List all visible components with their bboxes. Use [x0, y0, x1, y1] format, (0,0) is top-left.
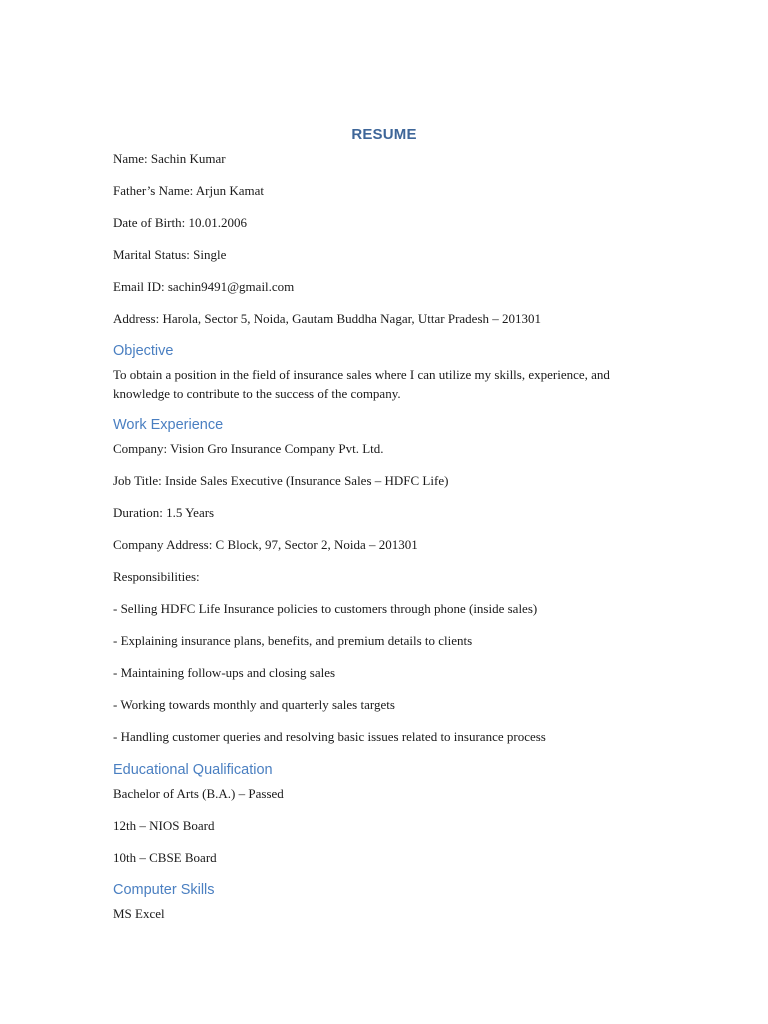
dob-line: Date of Birth: 10.01.2006 [113, 215, 247, 230]
responsibility-item: - Selling HDFC Life Insurance policies to customers through phone (inside sales) [113, 601, 538, 616]
computer-skills-heading: Computer Skills [113, 882, 215, 898]
address-line: Address: Harola, Sector 5, Noida, Gautam Buddha Nagar, Uttar Pradesh – 201301 [113, 311, 542, 326]
duration-line: Duration: 1.5 Years [113, 505, 215, 520]
name-line: Name: Sachin Kumar [113, 151, 226, 166]
responsibility-item: - Handling customer queries and resolving basic issues related to insurance process [113, 729, 546, 744]
resume-title: RESUME [351, 126, 417, 143]
objective-heading: Objective [113, 343, 174, 359]
marital-status-line: Marital Status: Single [113, 247, 227, 262]
responsibility-item: - Maintaining follow-ups and closing sales [113, 665, 336, 680]
objective-text: To obtain a position in the field of insurance sales where I can utilize my skills, experience, and knowledge to contribute to the success of the company. [113, 367, 610, 401]
education-item: 10th – CBSE Board [113, 850, 217, 865]
company-line: Company: Vision Gro Insurance Company Pvt. Ltd. [113, 441, 384, 456]
company-address-line: Company Address: C Block, 97, Sector 2, Noida – 201301 [113, 537, 418, 552]
responsibilities-label: Responsibilities: [113, 569, 200, 584]
work-experience-heading: Work Experience [113, 417, 224, 433]
job-title-line: Job Title: Inside Sales Executive (Insurance Sales – HDFC Life) [113, 473, 449, 488]
father-name-line: Father’s Name: Arjun Kamat [113, 183, 265, 198]
responsibility-item: - Working towards monthly and quarterly sales targets [113, 697, 395, 712]
education-item: 12th – NIOS Board [113, 818, 215, 833]
skill-item: MS Excel [113, 906, 165, 921]
education-heading: Educational Qualification [113, 762, 273, 778]
education-item: Bachelor of Arts (B.A.) – Passed [113, 786, 284, 801]
responsibility-item: - Explaining insurance plans, benefits, and premium details to clients [113, 633, 473, 648]
email-line: Email ID: sachin9491@gmail.com [113, 279, 295, 294]
